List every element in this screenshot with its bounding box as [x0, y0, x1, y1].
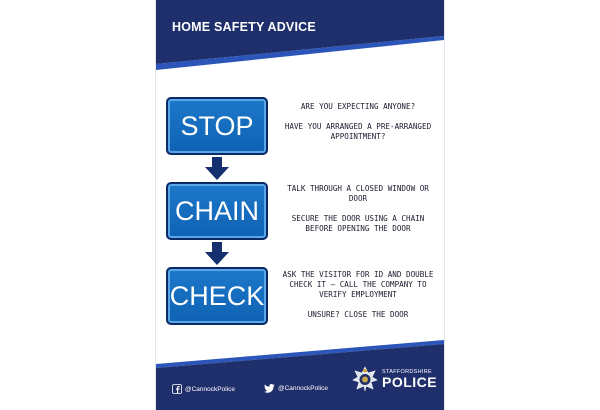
arrow-down-icon	[204, 157, 230, 181]
check-advice-line: ASK THE VISITOR FOR ID AND DOUBLE CHECK IT – CALL THE COMPANY TO VERIFY EMPLOYMENT	[282, 270, 434, 299]
chain-box: CHAIN	[166, 182, 268, 240]
staffordshire-police-logo	[352, 366, 437, 392]
police-badge-icon	[352, 366, 378, 392]
check-advice-line: UNSURE? CLOSE THE DOOR	[307, 310, 409, 319]
check-advice	[278, 270, 438, 320]
stop-advice-line: ARE YOU EXPECTING ANYONE?	[300, 102, 416, 111]
stop-box: STOP	[166, 97, 268, 155]
twitter-handle	[264, 384, 328, 393]
safety-poster	[156, 0, 444, 410]
chain-advice-line: SECURE THE DOOR USING A CHAIN BEFORE OPENING THE DOOR	[291, 214, 425, 233]
facebook-handle-text: @CannockPolice	[185, 385, 235, 393]
header-band	[156, 0, 444, 70]
facebook-handle	[172, 384, 235, 394]
twitter-handle-text: @CannockPolice	[278, 385, 328, 392]
logo-subtitle: STAFFORDSHIRE	[382, 369, 432, 375]
stop-advice-line: HAVE YOU ARRANGED A PRE-ARRANGED APPOINTMENT?	[284, 122, 432, 141]
poster-title: HOME SAFETY ADVICE	[172, 20, 316, 34]
check-box: CHECK	[166, 267, 268, 325]
facebook-icon	[172, 384, 182, 394]
twitter-icon	[264, 384, 275, 393]
chain-advice	[278, 184, 438, 234]
chain-advice-line: TALK THROUGH A CLOSED WINDOW OR DOOR	[287, 184, 429, 203]
arrow-down-icon	[204, 242, 230, 266]
stop-advice	[278, 102, 438, 142]
logo-title: POLICE	[382, 374, 438, 390]
